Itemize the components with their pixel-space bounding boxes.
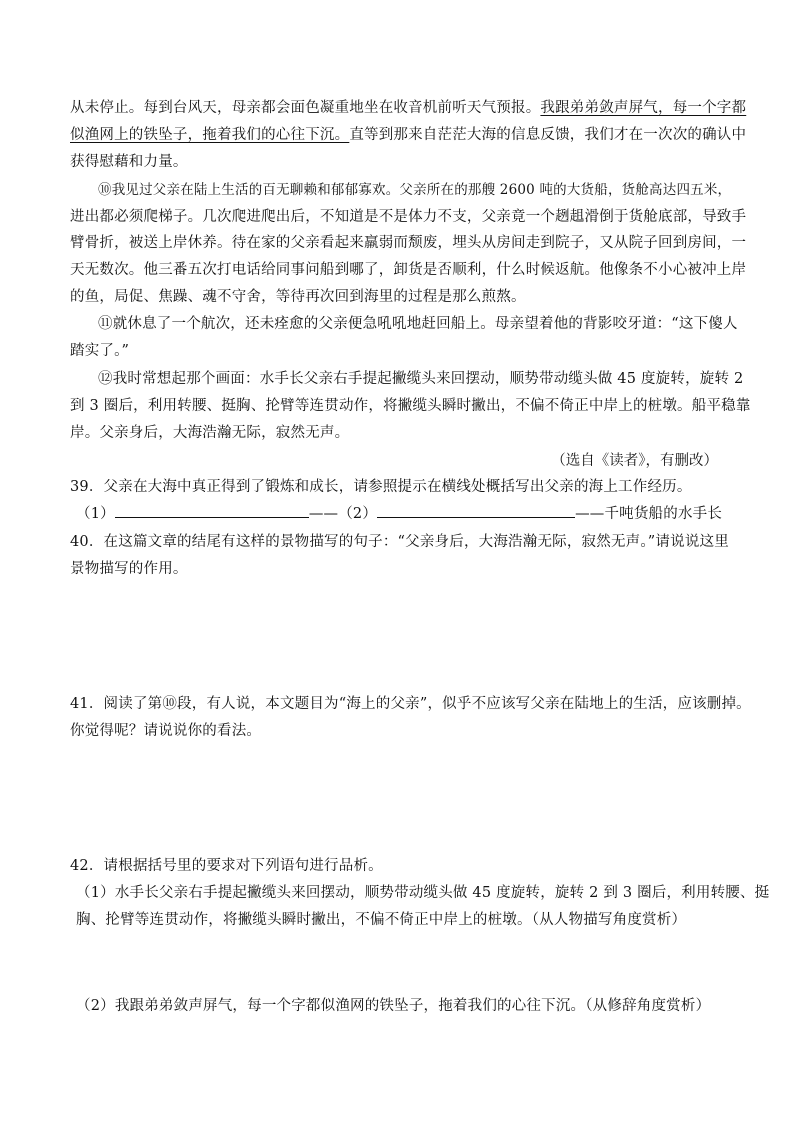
p9-underlined-sentence-cont: 似渔网上的铁坠子，拖着我们的心往下沉。 <box>70 127 350 143</box>
p9-line-1 <box>70 98 747 118</box>
q39-answer-row <box>76 504 730 524</box>
q40-prompt-line-1: 40．在这篇文章的结尾有这样的景物描写的句子：“父亲身后，大海浩瀚无际，寂然无声。”请说说这里 <box>70 534 729 550</box>
q39-prompt: 39．父亲在大海中真正得到了锻炼和成长，请参照提示在横线处概括写出父亲的海上工作经历。 <box>70 479 692 495</box>
p9-line-2 <box>70 125 747 145</box>
q39-part1-label: （1） <box>76 506 115 522</box>
q40-prompt-line-2: 景物描写的作用。 <box>70 561 188 577</box>
p9-line-3: 获得慰藉和力量。 <box>70 154 188 170</box>
q42-sub1-line-1: （1）水手长父亲右手提起撇缆头来回摆动，顺势带动缆头做 45 度旋转，旋转 2 到 3 圈后，利用转腰、挺 <box>76 885 770 901</box>
q39-answer-blank-1[interactable] <box>115 504 309 518</box>
p10-line-3: 臂骨折，被送上岸休养。待在家的父亲看起来羸弱而颓废，埋头从房间走到院子，又从院子回到房间，一 <box>70 235 747 251</box>
p12-line-1: ⑫我时常想起那个画面：水手长父亲右手提起撇缆头来回摆动，顺势带动缆头做 45 度旋转，旋转 2 <box>98 371 744 387</box>
q42-prompt: 42．请根据括号里的要求对下列语句进行品析。 <box>70 858 383 874</box>
p12-line-2: 到 3 圈后，利用转腰、挺胸、抡臂等连贯动作，将撇缆头瞬时撇出，不偏不倚正中岸上的桩墩。船平稳靠 <box>70 398 751 414</box>
p10-line-5: 的鱼，局促、焦躁、魂不守舍，等待再次回到海里的过程是那么煎熬。 <box>70 289 526 305</box>
q41-prompt-line-1: 41．阅读了第⑩段，有人说，本文题目为“海上的父亲”，似乎不应该写父亲在陆地上的生活，应该删掉。 <box>70 696 751 712</box>
q42-sub2-line-1: （2）我跟弟弟敛声屏气，每一个字都似渔网的铁坠子，拖着我们的心往下沉。（从修辞角度赏析） <box>76 998 711 1014</box>
source-citation: （选自《读者》，有删改） <box>551 453 718 469</box>
p12-line-3: 岸。父亲身后，大海浩瀚无际，寂然无声。 <box>70 425 350 441</box>
p10-line-2: 进出都必须爬梯子。几次爬进爬出后，不知道是不是体力不支，父亲竟一个趔趄滑倒于货舱底部，导致手 <box>70 209 747 225</box>
p9-text: 直等到那来自茫茫大海的信息反馈，我们才在一次次的确认中 <box>349 127 747 143</box>
p9-underlined-sentence: 我跟弟弟敛声屏气，每一个字都 <box>540 100 747 116</box>
p10-line-1: ⑩我见过父亲在陆上生活的百无聊赖和郁郁寡欢。父亲所在的那艘 2600 吨的大货船，货舱高达四五米， <box>98 182 732 198</box>
p11-line-1: ⑪就休息了一个航次，还未痊愈的父亲便急吼吼地赶回船上。母亲望着他的背影咬牙道：“这下傻人 <box>98 316 738 332</box>
q41-prompt-line-2: 你觉得呢？请说说你的看法。 <box>70 723 262 739</box>
q39-separator-2: ——千吨货船的水手长 <box>575 506 723 522</box>
q42-sub1-line-2: 胸、抡臂等连贯动作，将撇缆头瞬时撇出，不偏不倚正中岸上的桩墩。（从人物描写角度赏析） <box>76 912 687 928</box>
q39-separator-1: ——（2） <box>308 506 378 522</box>
p10-line-4: 天无数次。他三番五次打电话给同事问船到哪了，卸货是否顺利，什么时候返航。他像条不小心被冲上岸 <box>70 262 747 278</box>
p9-text: 从未停止。每到台风天，母亲都会面色凝重地坐在收音机前听天气预报。 <box>70 100 541 116</box>
p11-line-2: 踏实了。” <box>70 343 130 359</box>
q39-answer-blank-2[interactable] <box>377 504 575 518</box>
